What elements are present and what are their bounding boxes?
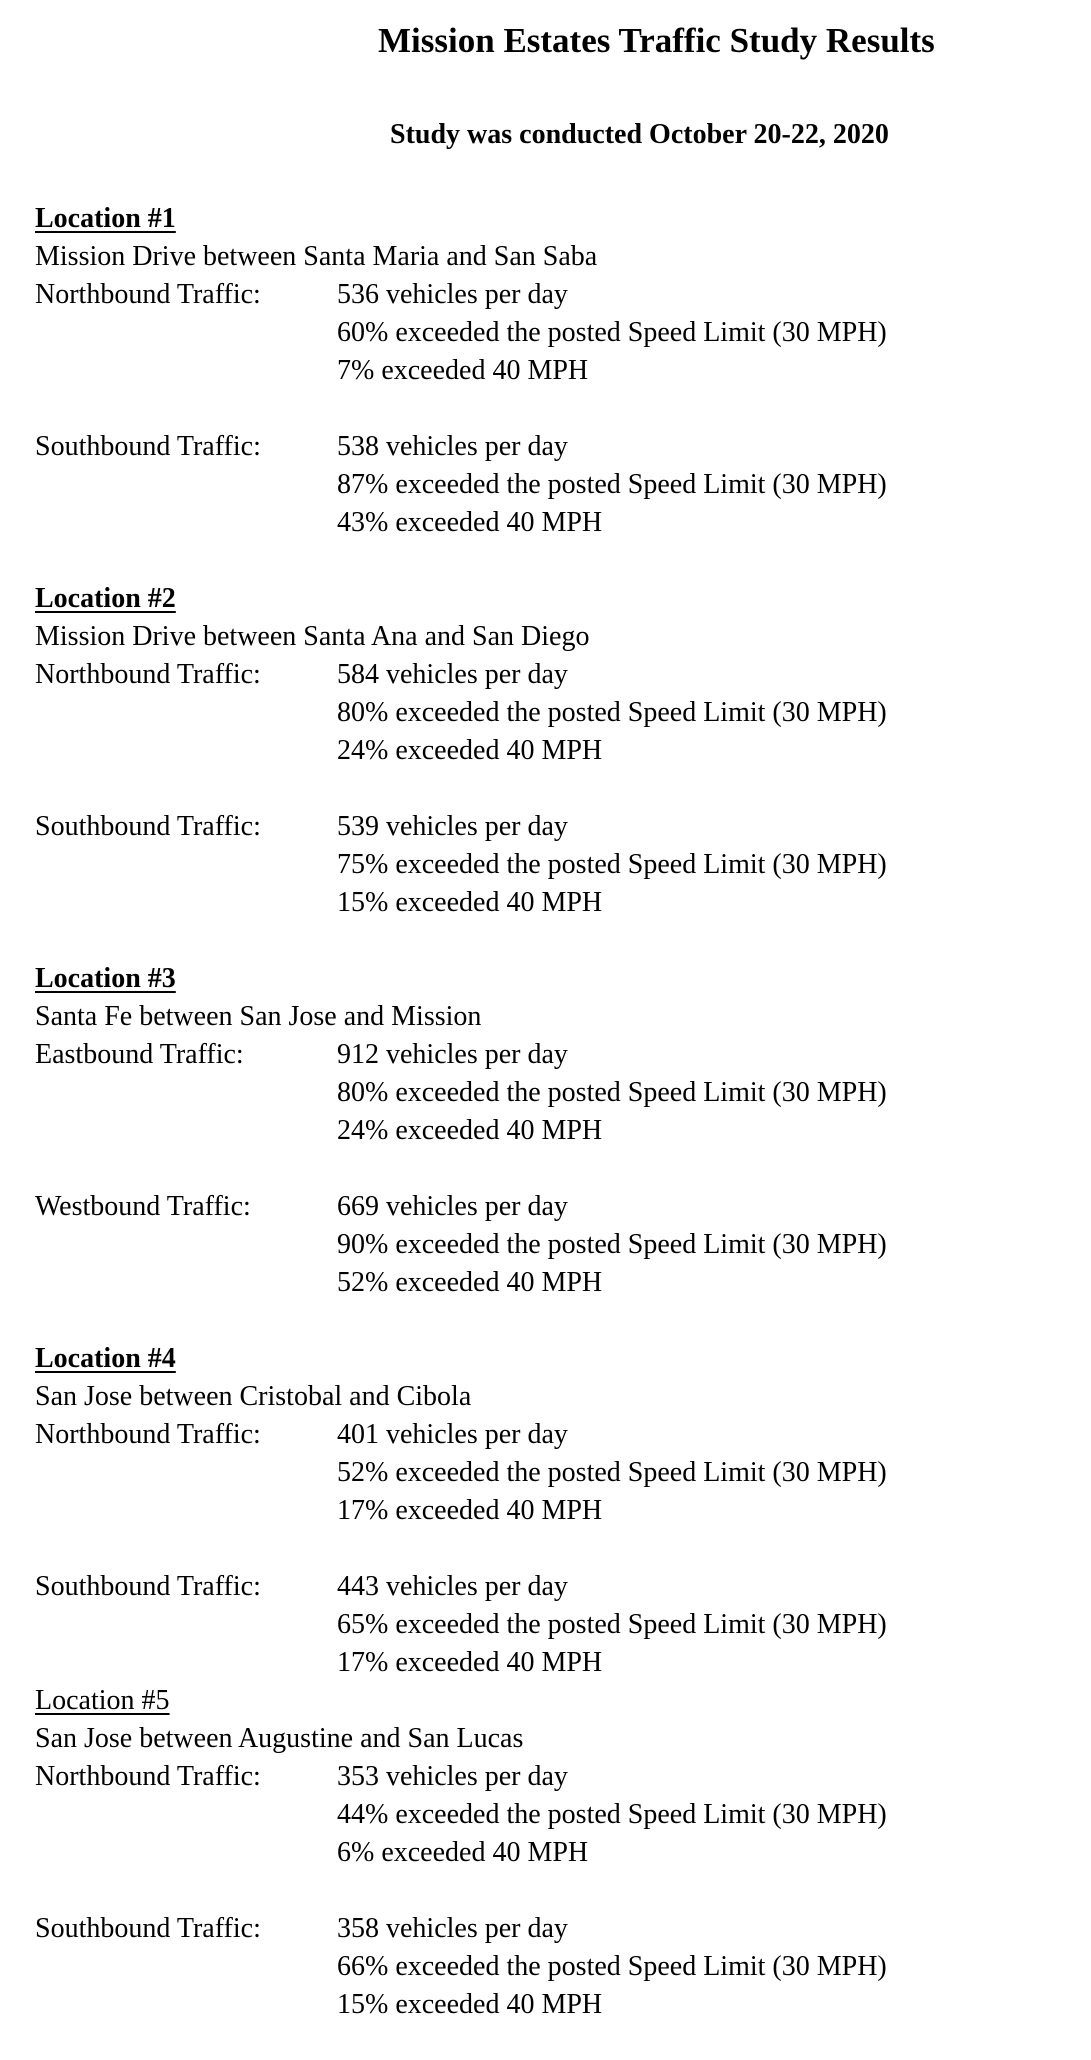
location-heading: Location #5 [35, 1685, 170, 1716]
location-heading: Location #4 [35, 1343, 176, 1374]
over-40-mph: 7% exceeded 40 MPH [337, 355, 589, 386]
direction-label: Eastbound Traffic: [35, 1039, 244, 1070]
vehicle-volume: 401 vehicles per day [337, 1419, 568, 1450]
speed-limit-exceeded: 80% exceeded the posted Speed Limit (30 MPH) [337, 1077, 887, 1108]
direction-label: Southbound Traffic: [35, 1913, 261, 1944]
speed-limit-exceeded: 66% exceeded the posted Speed Limit (30 MPH) [337, 1951, 887, 1982]
vehicle-volume: 912 vehicles per day [337, 1039, 568, 1070]
speed-limit-exceeded: 90% exceeded the posted Speed Limit (30 MPH) [337, 1229, 887, 1260]
study-dates: Study was conducted October 20-22, 2020 [390, 119, 889, 150]
direction-label: Northbound Traffic: [35, 1761, 261, 1792]
speed-limit-exceeded: 44% exceeded the posted Speed Limit (30 MPH) [337, 1799, 887, 1830]
location-road: Mission Drive between Santa Maria and San Saba [35, 241, 598, 272]
vehicle-volume: 353 vehicles per day [337, 1761, 568, 1792]
speed-limit-exceeded: 80% exceeded the posted Speed Limit (30 MPH) [337, 697, 887, 728]
location-block [35, 200, 1055, 580]
vehicle-volume: 669 vehicles per day [337, 1191, 568, 1222]
vehicle-volume: 539 vehicles per day [337, 811, 568, 842]
vehicle-volume: 538 vehicles per day [337, 431, 568, 462]
location-heading: Location #3 [35, 963, 176, 994]
location-road: San Jose between Cristobal and Cibola [35, 1381, 472, 1412]
direction-label: Southbound Traffic: [35, 1571, 261, 1602]
location-block [35, 1340, 1055, 1682]
over-40-mph: 15% exceeded 40 MPH [337, 1989, 603, 2020]
direction-label: Westbound Traffic: [35, 1191, 251, 1222]
over-40-mph: 43% exceeded 40 MPH [337, 507, 603, 538]
direction-label: Northbound Traffic: [35, 659, 261, 690]
direction-label: Northbound Traffic: [35, 1419, 261, 1450]
vehicle-volume: 358 vehicles per day [337, 1913, 568, 1944]
location-heading: Location #1 [35, 203, 176, 234]
page-title: Mission Estates Traffic Study Results [378, 21, 935, 60]
speed-limit-exceeded: 75% exceeded the posted Speed Limit (30 MPH) [337, 849, 887, 880]
location-block [35, 580, 1055, 960]
over-40-mph: 17% exceeded 40 MPH [337, 1495, 603, 1526]
direction-label: Southbound Traffic: [35, 431, 261, 462]
over-40-mph: 15% exceeded 40 MPH [337, 887, 603, 918]
speed-limit-exceeded: 60% exceeded the posted Speed Limit (30 MPH) [337, 317, 887, 348]
location-block [35, 960, 1055, 1340]
location-heading: Location #2 [35, 583, 176, 614]
direction-label: Northbound Traffic: [35, 279, 261, 310]
speed-limit-exceeded: 87% exceeded the posted Speed Limit (30 MPH) [337, 469, 887, 500]
location-road: San Jose between Augustine and San Lucas [35, 1723, 524, 1754]
over-40-mph: 6% exceeded 40 MPH [337, 1837, 589, 1868]
vehicle-volume: 584 vehicles per day [337, 659, 568, 690]
location-block [35, 1682, 1055, 2024]
vehicle-volume: 536 vehicles per day [337, 279, 568, 310]
location-road: Santa Fe between San Jose and Mission [35, 1001, 482, 1032]
over-40-mph: 24% exceeded 40 MPH [337, 735, 603, 766]
locations-list [35, 200, 1055, 2024]
direction-label: Southbound Traffic: [35, 811, 261, 842]
over-40-mph: 17% exceeded 40 MPH [337, 1647, 603, 1678]
location-road: Mission Drive between Santa Ana and San Diego [35, 621, 590, 652]
speed-limit-exceeded: 52% exceeded the posted Speed Limit (30 MPH) [337, 1457, 887, 1488]
vehicle-volume: 443 vehicles per day [337, 1571, 568, 1602]
over-40-mph: 52% exceeded 40 MPH [337, 1267, 603, 1298]
over-40-mph: 24% exceeded 40 MPH [337, 1115, 603, 1146]
speed-limit-exceeded: 65% exceeded the posted Speed Limit (30 MPH) [337, 1609, 887, 1640]
